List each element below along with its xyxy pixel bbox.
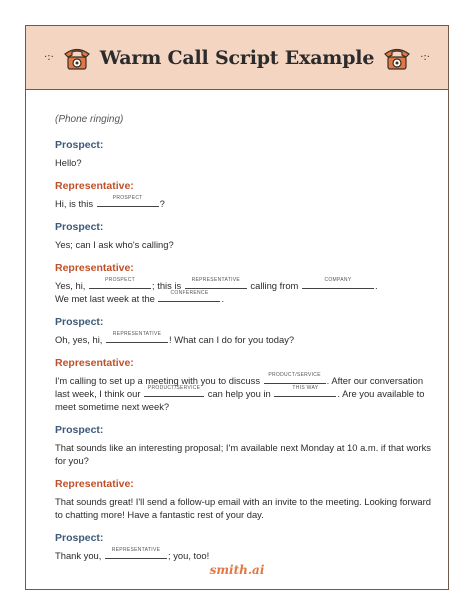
footer	[26, 561, 448, 579]
fill-blank-representative: REPRESENTATIVE	[185, 279, 247, 289]
fill-blank-representative: REPRESENTATIVE	[105, 549, 167, 559]
dialogue-line: That sounds great! I'll send a follow-up email with an invite to the meeting. Looking forward to chatting more! Have a fantastic rest of your day.	[55, 496, 431, 520]
right-sparkle-icon: ·:·	[420, 51, 430, 63]
fill-blank-company: COMPANY	[302, 279, 374, 289]
script-turn	[55, 424, 435, 467]
page-title: Warm Call Script Example	[99, 46, 375, 69]
dialogue-line: That sounds like an interesting proposal; I'm available next Monday at 10 a.m. if that works for you?	[55, 442, 431, 466]
speaker-label: Representative:	[55, 262, 134, 274]
fill-blank-product-service: PRODUCT/SERVICE	[264, 374, 326, 384]
speaker-label: Representative:	[55, 180, 134, 192]
script-turn	[55, 180, 435, 210]
fill-blank-product-service: PRODUCT/SERVICE	[144, 387, 204, 397]
script-turn	[55, 316, 435, 346]
speaker-label: Representative:	[55, 357, 134, 369]
dialogue-line: Yes; can I ask who's calling?	[55, 239, 174, 250]
telephone-icon	[382, 44, 412, 72]
header-banner	[26, 26, 448, 90]
left-sparkle-icon: ·:·	[44, 51, 54, 63]
script-sheet	[25, 25, 449, 590]
dialogue-line: Hi, is this PROSPECT ?	[55, 195, 165, 209]
brand-logo: smith.ai	[209, 563, 265, 577]
dialogue-line: Yes, hi, PROSPECT ; this is REPRESENTATIVE calling from COMPANY . We met last week at the CONFERENCE .	[55, 277, 378, 304]
fill-blank-representative: REPRESENTATIVE	[106, 333, 168, 343]
script-turn	[55, 532, 435, 562]
speaker-label: Prospect:	[55, 316, 104, 328]
telephone-icon	[62, 44, 92, 72]
fill-blank-prospect: PROSPECT	[89, 279, 151, 289]
script-content	[55, 114, 435, 573]
fill-blank-prospect: PROSPECT	[97, 197, 159, 207]
dialogue-line: Thank you, REPRESENTATIVE ; you, too!	[55, 547, 210, 561]
stage-direction: (Phone ringing)	[55, 114, 124, 125]
speaker-label: Prospect:	[55, 139, 104, 151]
script-turn	[55, 357, 435, 413]
script-turn	[55, 262, 435, 305]
script-turn	[55, 478, 435, 521]
script-turn	[55, 139, 435, 169]
fill-blank-conference: CONFERENCE	[158, 292, 220, 302]
speaker-label: Prospect:	[55, 221, 104, 233]
speaker-label: Representative:	[55, 478, 134, 490]
speaker-label: Prospect:	[55, 532, 104, 544]
dialogue-line: Oh, yes, hi, REPRESENTATIVE ! What can I do for you today?	[55, 331, 295, 345]
dialogue-line: I'm calling to set up a meeting with you to discuss PRODUCT/SERVICE . After our conversation last week, I think our PRODUCT/SERVICE can help you in THIS WAY . Are you available to meet sometime next week?	[55, 372, 425, 412]
dialogue-line: Hello?	[55, 157, 82, 168]
fill-blank-this-way: THIS WAY	[274, 387, 336, 397]
script-turn	[55, 221, 435, 251]
speaker-label: Prospect:	[55, 424, 104, 436]
